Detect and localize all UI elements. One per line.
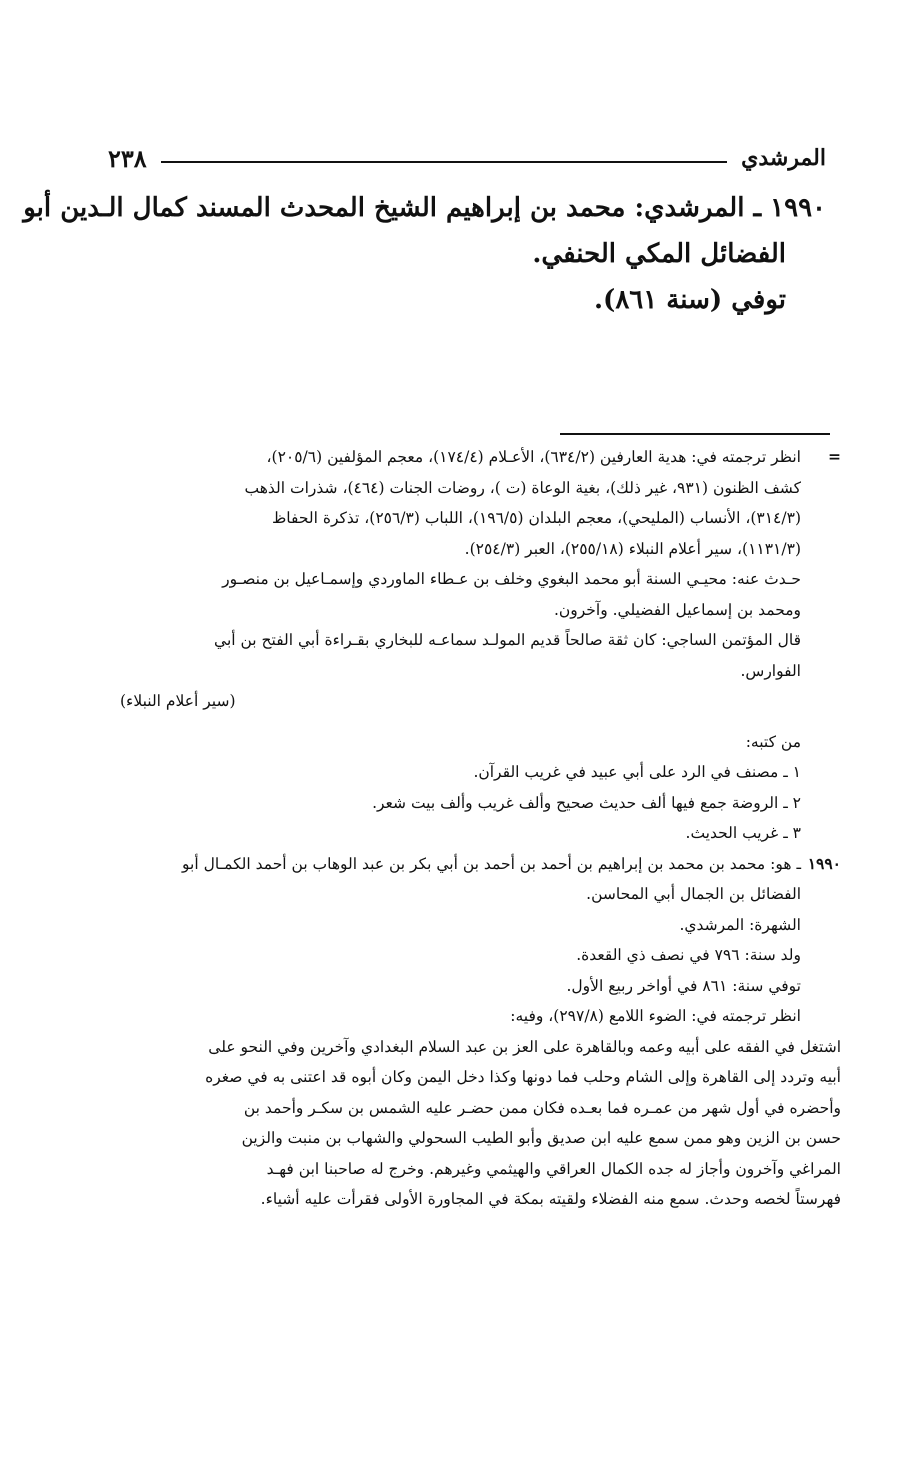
note-line: حسن بن الزين وهو ممن سمع عليه ابن صديق وأبو الطيب السحولي والشهاب بن منبت والزين (241, 1129, 841, 1147)
note-text: انظر ترجمته في: هدية العارفين (٦٣٤/٢)، الأعـلام (١٧٤/٤)، معجم المؤلفين (٢٠٥/٦)، (266, 448, 801, 466)
note-line: ولد سنة: ٧٩٦ في نصف ذي القعدة. (576, 946, 801, 964)
note-line: حـدث عنه: محيـي السنة أبو محمد البغوي وخلف بن عـطاء الماوردي وإسمـاعيل بن منصـور (222, 570, 801, 588)
entry-title: ١٩٩٠ ـ المرشدي: (634, 193, 826, 223)
note-line (110, 849, 841, 880)
book-item: ٣ ـ غريب الحديث. (685, 824, 801, 842)
note-line: الفضائل بن الجمال أبي المحاسن. (586, 885, 801, 903)
note-line: كشف الظنون (٩٣١، غير ذلك)، بغية الوعاة (ت )، روضات الجنات (٤٦٤)، شذرات الذهب (244, 478, 801, 497)
note-line: فهرستاً لخصه وحدث. سمع منه الفضلاء ولقيته بمكة في المجاورة الأولى فقرأت عليه أشياء. (260, 1190, 841, 1208)
note-line (110, 442, 841, 473)
main-entry (23, 185, 826, 323)
spacer (110, 717, 841, 727)
entry-line-3: توفي (سنة ٨٦١). (593, 285, 786, 315)
entry-line-2: الفضائل المكي الحنفي. (532, 239, 786, 269)
book-item: ١ ـ مصنف في الرد على أبي عبيد في غريب القرآن. (473, 763, 801, 781)
note-line: قال المؤتمن الساجي: كان ثقة صالحاً قديم المولـد سماعـه للبخاري بقـراءة أبي الفتح بن أبي (214, 631, 801, 649)
note-line: وأحضره في أول شهر من عمـره فما بعـده فكان ممن حضـر عليه الشمس بن سكـر وأحمد بن (243, 1098, 841, 1117)
running-title: المرشدي (741, 145, 826, 171)
note-line: الشهرة: المرشدي. (679, 915, 801, 934)
book-item: ٢ ـ الروضة جمع فيها ألف حديث صحيح وألف غريب وألف بيت شعر. (372, 793, 801, 812)
note-line: (٣١٤/٣)، الأنساب (المليحي)، معجم البلدان (١٩٦/٥)، اللباب (٢٥٦/٣)، تذكرة الحفاظ (271, 509, 801, 527)
continuation-marker: = (828, 447, 841, 466)
note-line: الفوارس. (740, 661, 801, 680)
note-text: ـ هو: محمد بن محمد بن إبراهيم بن أحمد بن أحمد بن أبي بكر بن عبد الوهاب بن أحمد الكمـال أبو (182, 854, 801, 873)
note-line: اشتغل في الفقه على أبيه وعمه وبالقاهرة على العز بن عبد السلام البغدادي وآخرين وفي النحو على (208, 1037, 841, 1056)
footnotes (110, 442, 841, 1215)
source-citation: (سير أعلام النبلاء) (120, 692, 236, 710)
header-rule (161, 161, 727, 163)
note-line: انظر ترجمته في: الضوء اللامع (٢٩٧/٨)، وفيه: (510, 1007, 801, 1025)
note-line: (١١٣١/٣)، سير أعلام النبلاء (٢٥٥/١٨)، العبر (٢٥٤/٣). (464, 539, 801, 558)
footnote-divider (560, 433, 830, 435)
note-line: توفي سنة: ٨٦١ في أواخر ربيع الأول. (566, 976, 801, 995)
note-line: أبيه وتردد إلى القاهرة وإلى الشام وحلب فما دونها وكذا دخل اليمن وكان أبوه قد اعتنى به في صغره (205, 1068, 841, 1086)
books-heading: من كتبه: (745, 732, 801, 751)
entry-text: محمد بن إبراهيم الشيخ المحدث المسند كمال الـدين أبو (23, 193, 626, 223)
note-line: المراغي وآخرون وأجاز له جده الكمال العراقي والهيثمي وغيرهم. وخرج له صاحبنا ابن فهـد (266, 1159, 841, 1178)
entry-number-marker: ١٩٩٠ (807, 853, 841, 873)
note-line: ومحمد بن إسماعيل الفضيلي. وآخرون. (553, 600, 801, 619)
page-number: ٢٣٨ (108, 143, 147, 173)
entry-line-1 (23, 185, 826, 231)
running-header (108, 138, 826, 178)
